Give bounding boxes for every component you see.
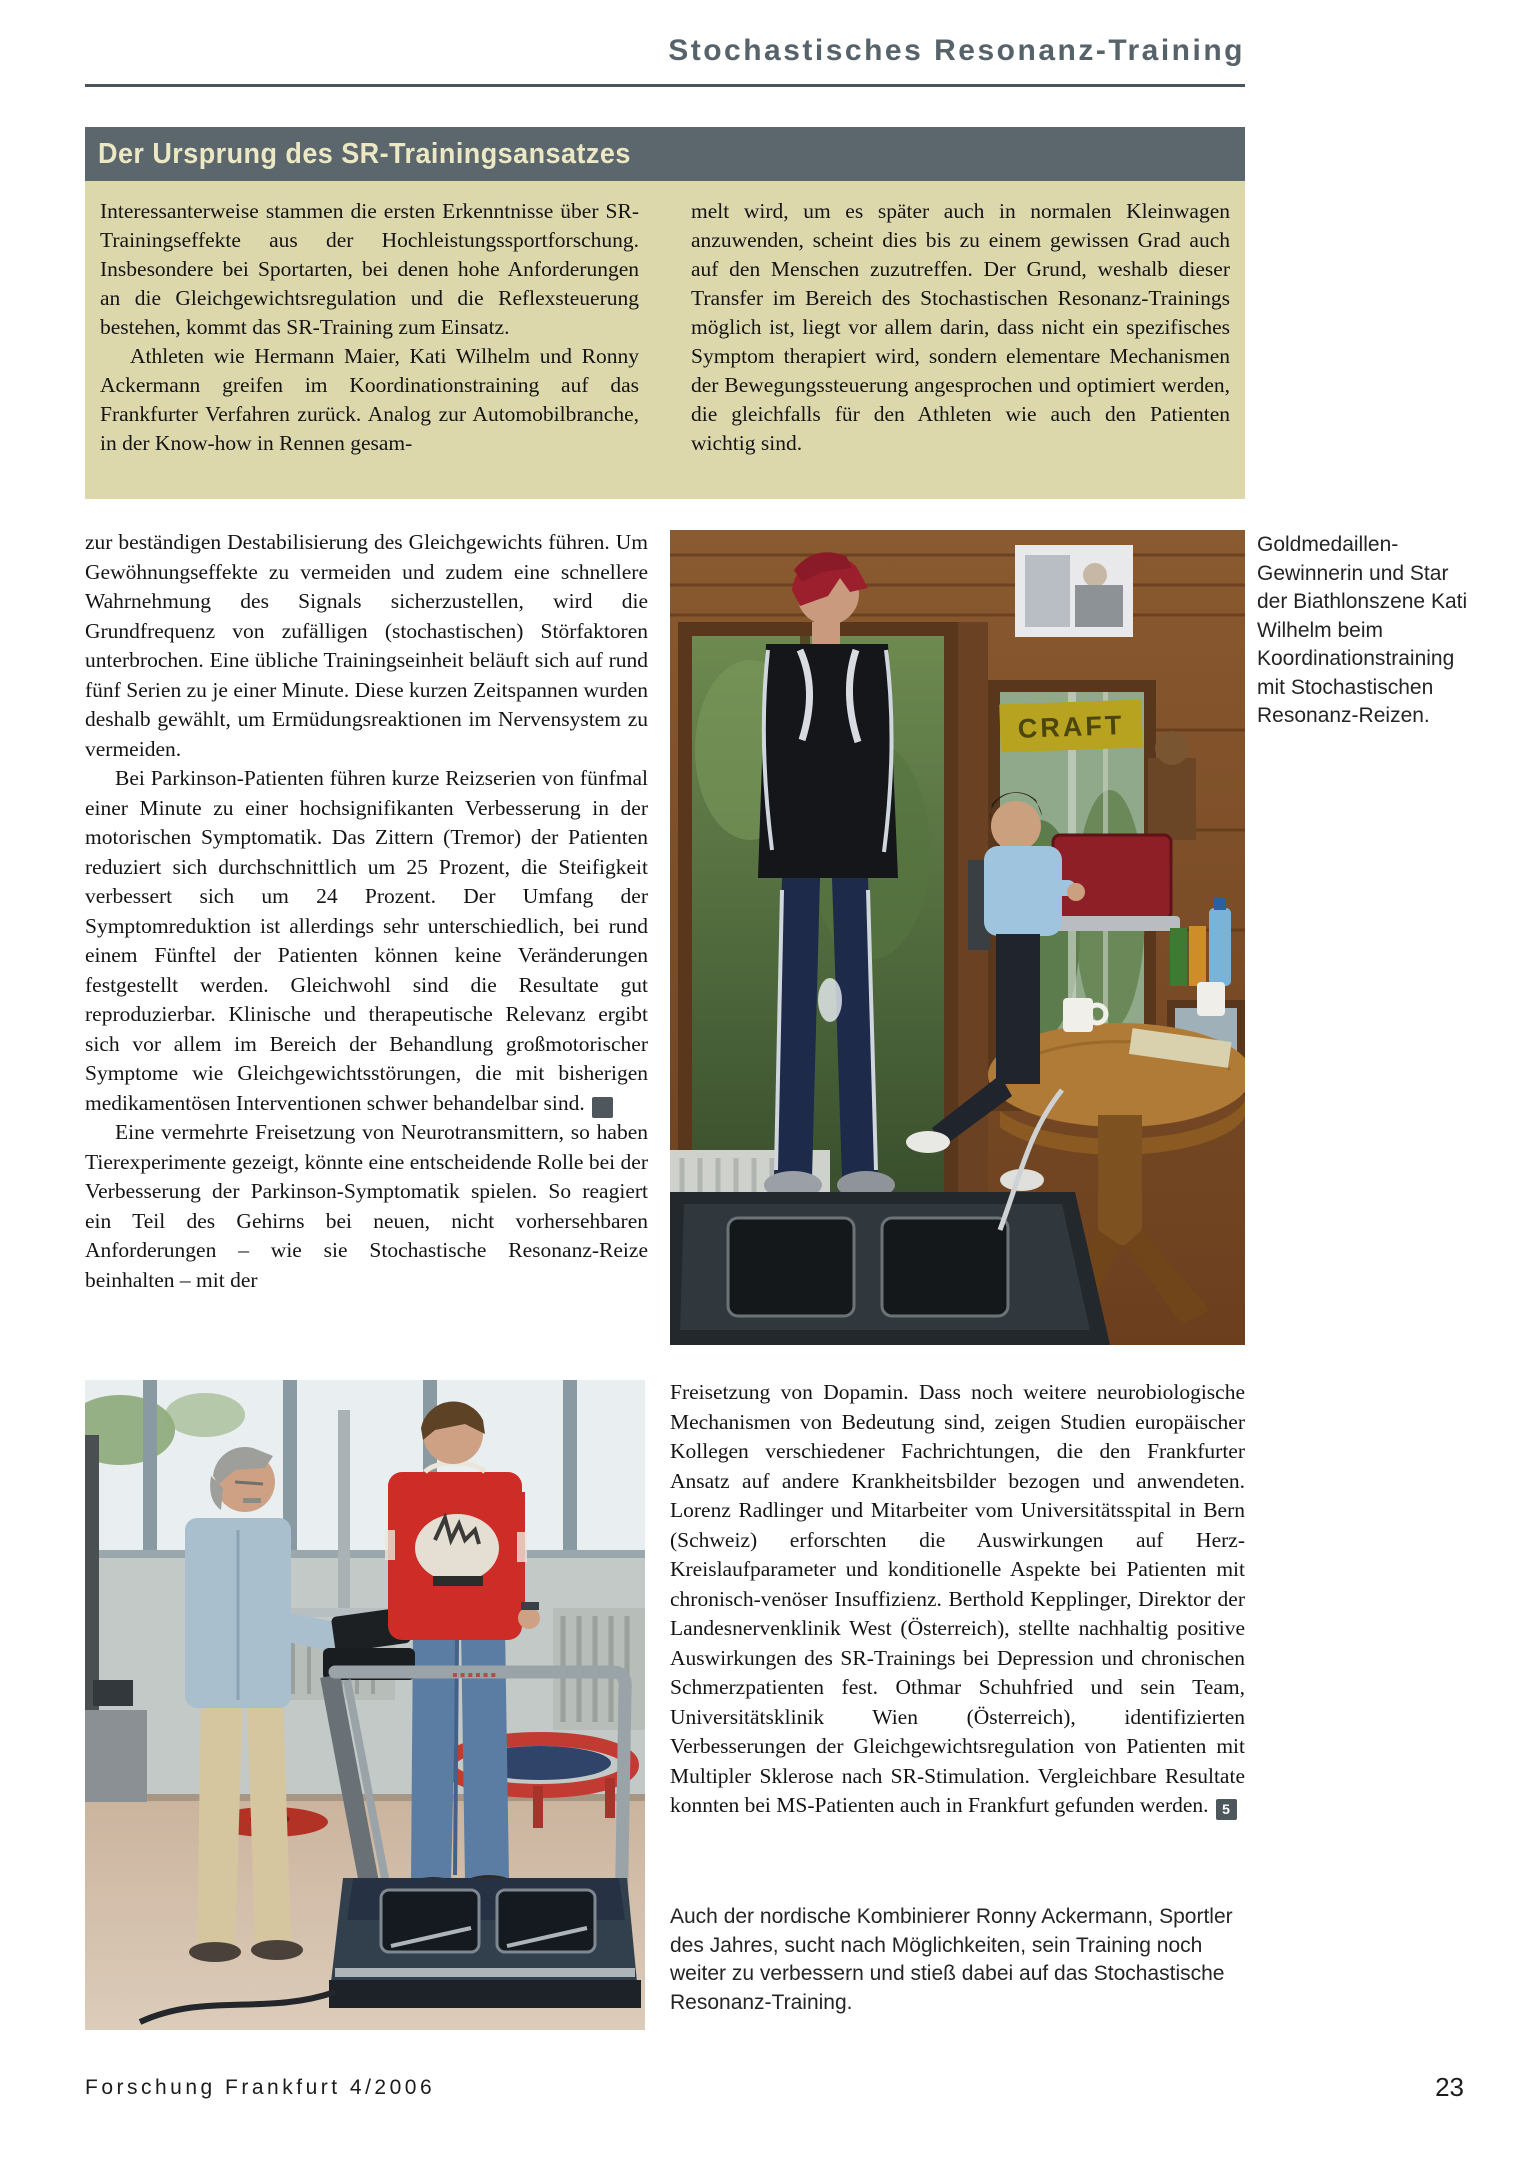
footer-page-number: 23: [1435, 2072, 1464, 2102]
infobox: [85, 181, 1245, 499]
infobox-paragraph: melt wird, um es später auch in normalen Kleinwagen anzuwenden, scheint dies bis zu einem gewissen Grad auch auf den Menschen zuzutreffen. Der Grund, weshalb dieser Transfer im Bereich des Stochastischen Resonanz-Trainings möglich ist, liegt vor allem darin, dass nicht ein spezifisches Symptom therapiert wird, sondern elementare Mechanismen der Bewegungssteuerung angesprochen und optimiert werden, die gleichfalls für den Athleten wie auch den Patienten wichtig sind.: [691, 199, 1230, 455]
infobox-column-right: [691, 197, 1230, 499]
body-paragraph: zur beständigen Destabilisierung des Gleichgewichts führen. Um Gewöhnungseffekte zu vermeiden und zudem eine schnellere Wahrnehmung des Signals sicherzustellen, wird die Grundfrequenz von zufälligen (stochastischen) Störfaktoren unterbrochen. Eine übliche Trainingseinheit beläuft sich auf rund fünf Serien zu je einer Minute. Diese kurzen Zeitspannen wurden deshalb gewählt, um Ermüdungsreaktionen im Nervensystem zu vermeiden.: [85, 530, 648, 761]
photo-gym-illustration: [85, 1380, 645, 2030]
body-paragraph: [670, 1378, 1245, 1821]
body-column-right: [670, 1378, 1245, 1821]
photo-kati-wilhelm-illustration: [670, 530, 1245, 1345]
infobox-paragraph: Interessanterweise stammen die ersten Erkenntnisse über SR-Trainingseffekte aus der Hochleistungssportforschung. Insbesondere bei Sportarten, bei denen hohe Anforderungen an die Gleichgewichtsregulation und die Reflexsteuerung bestehen, kommt das SR-Training zum Einsatz.: [100, 199, 639, 339]
body-paragraph: Eine vermehrte Freisetzung von Neurotransmittern, so haben Tierexperimente gezeigt, könnte eine entscheidende Rolle bei der Verbesserung der Parkinson-Symptomatik spielen. So reagiert ein Teil des Gehirns bei neuen, nicht vorhersehbaren Anforderungen – wie sie Stochastische Resonanz-Reize beinhalten – mit der: [85, 1120, 648, 1292]
caption-kati-wilhelm: Goldmedaillen-Gewinnerin und Star der Biathlonszene Kati Wilhelm beim Koordinationstraining mit Stochastischen Resonanz-Reizen.: [1257, 533, 1468, 727]
paragraph-text: Freisetzung von Dopamin. Dass noch weitere neurobiologische Mechanismen von Bedeutung sind, zeigen Studien europäischer Kollegen verschiedener Fachrichtungen, die den Frankfurter Ansatz auf andere Krankheitsbilder bezogen und anwendeten. Lorenz Radlinger und Mitarbeiter vom Universitätsspital in Bern (Schweiz) erforschten die Auswirkungen auf Herz-Kreislaufparameter und konditionelle Aspekte bei Patienten mit chronisch-venöser Insuffizienz. Berthold Kepplinger, Direktor der Landesnervenklinik West (Österreich), stellte nachhaltig positive Auswirkungen des SR-Trainings bei Depression und chronischen Schmerzpatienten fest. Othmar Schuhfried und sein Team, Universitätsklinik Wien (Österreich), identifizierten Verbesserungen der Gleichgewichtsregulation von Patienten mit Multipler Sklerose nach SR-Stimulation. Vergleichbare Resultate konnten bei MS-Patienten auch in Frankfurt gefunden werden.: [670, 1380, 1245, 1817]
infobox-title-bar: [85, 127, 1245, 181]
infobox-paragraph: Athleten wie Hermann Maier, Kati Wilhelm und Ronny Ackermann greifen im Koordinationstraining auf das Frankfurter Verfahren zurück. Analog zur Automobilbranche, in der Know-how in Rennen gesam-: [100, 344, 639, 455]
body-paragraph: [85, 764, 648, 1118]
photo-kati-wilhelm-training: [670, 530, 1245, 1345]
body-column-left: [85, 528, 648, 1295]
infobox-column-left: [100, 197, 639, 499]
infobox-title: Der Ursprung des SR-Trainingsansatzes: [98, 138, 631, 170]
header-rule: [85, 84, 1245, 87]
photo-sr-device-gym: [85, 1380, 645, 2030]
reference-marker-4: 4: [592, 1097, 613, 1118]
running-head-title: Stochastisches Resonanz-Training: [668, 34, 1245, 67]
device-brand-mark: ▪▪▪▪▪▪: [451, 1667, 499, 1684]
reference-marker-5: 5: [1216, 1799, 1237, 1820]
footer-journal-name: Forschung Frankfurt 4/2006: [85, 2076, 436, 2099]
paragraph-text: Bei Parkinson-Patienten führen kurze Reizserien von fünfmal einer Minute zu einer hochsignifikanten Verbesserung in der motorischen Symptomatik. Das Zittern (Tremor) der Patienten reduziert sich durchschnittlich um 25 Prozent, die Steifigkeit verbessert sich um 24 Prozent. Der Umfang der Symptomreduktion ist allerdings sehr unterschiedlich, bei rund einem Fünftel der Patienten können keine Veränderungen festgestellt werden. Gleichwohl sind die Resultate gut reproduzierbar. Klinische und therapeutische Relevanz ergibt sich vor allem im Bereich der Behandlung großmotorischer Symptome wie Gleichgewichtsstörungen, die mit bisherigen medikamentösen Interventionen schwer behandelbar sind.: [85, 766, 648, 1115]
caption-ronny-ackermann: Auch der nordische Kombinierer Ronny Ackermann, Sportler des Jahres, sucht nach Möglichkeiten, sein Training noch weiter zu verbessern und stieß dabei auf das Stochastische Resonanz-Training.: [670, 1905, 1233, 2014]
craft-sign-label: CRAFT: [1017, 710, 1125, 744]
